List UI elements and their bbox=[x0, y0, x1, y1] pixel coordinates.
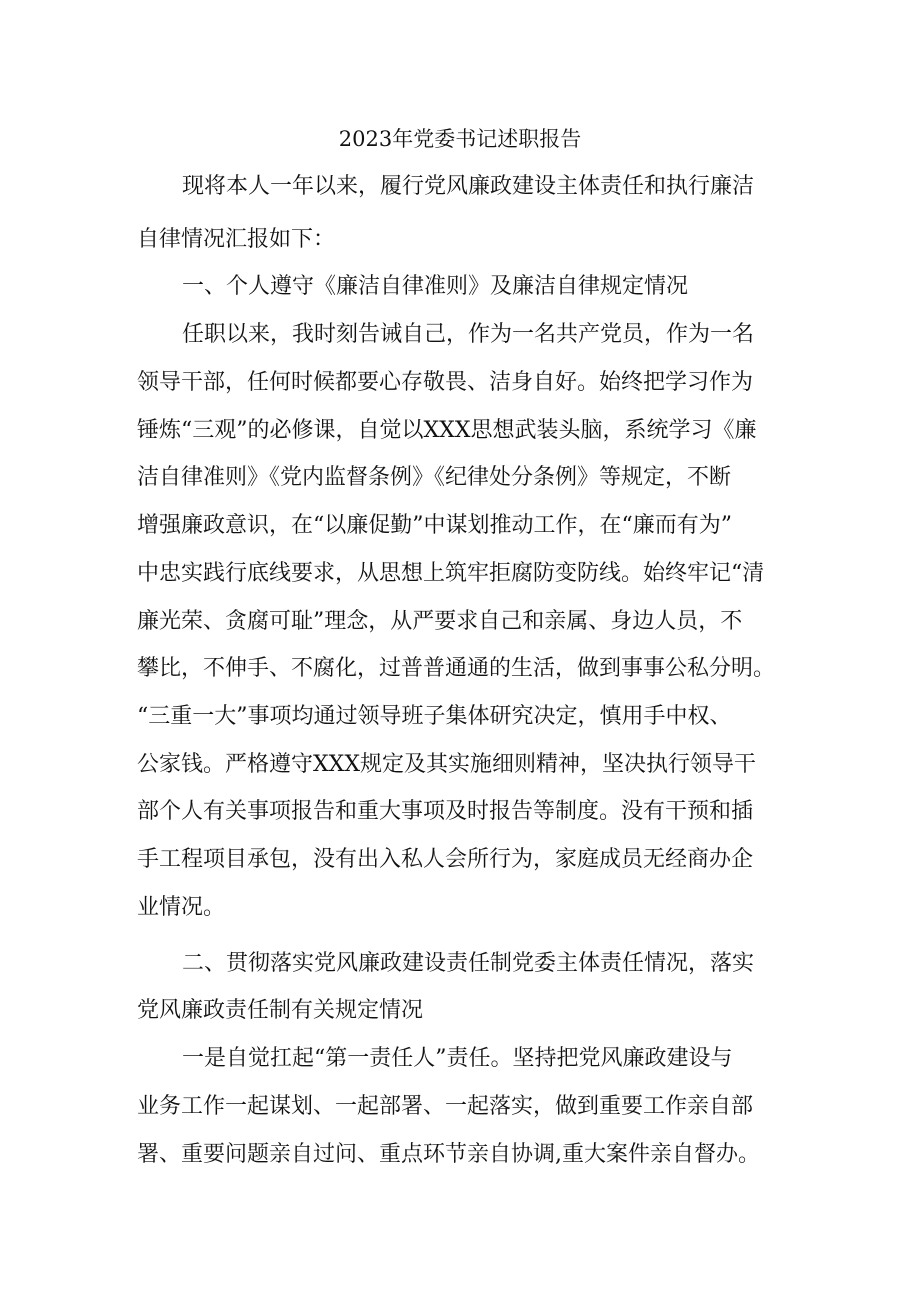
paragraph-line: 署、重要问题亲自过问、重点环节亲自协调,重大案件亲自督办。 bbox=[137, 1142, 760, 1167]
paragraph-line: 任职以来，我时刻告诫自己，作为一名共产党员，作为一名 bbox=[182, 322, 755, 347]
paragraph-line: 现将本人一年以来，履行党风廉政建设主体责任和执行廉洁 bbox=[182, 174, 755, 199]
paragraph-line: 手工程项目承包，没有出入私人会所行为，家庭成员无经商办企 bbox=[137, 847, 754, 872]
paragraph-line: 攀比，不伸手、不腐化，过普普通通的生活，做到事事公私分明。 bbox=[137, 656, 776, 681]
paragraph-line: 一是自觉扛起“第一责任人”责任。坚持把党风廉政建设与 bbox=[182, 1046, 733, 1071]
section-heading-1: 一、个人遵守《廉洁自律准则》及廉洁自律规定情况 bbox=[182, 274, 689, 299]
paragraph-line: 领导干部，任何时候都要心存敬畏、洁身自好。始终把学习作为 bbox=[137, 370, 754, 395]
paragraph-line: 自律情况汇报如下： bbox=[137, 227, 336, 252]
paragraph-line: 部个人有关事项报告和重大事项及时报告等制度。没有干预和插 bbox=[137, 799, 754, 824]
paragraph-line: 业情况。 bbox=[137, 895, 226, 920]
section-heading-2: 二、贯彻落实党风廉政建设责任制党委主体责任情况，落实 bbox=[182, 951, 755, 976]
paragraph-line: 廉光荣、贪腐可耻”理念，从严要求自己和亲属、身边人员，不 bbox=[137, 609, 743, 634]
paragraph-line: 业务工作一起谋划、一起部署、一起落实，做到重要工作亲自部 bbox=[137, 1094, 754, 1119]
paragraph-line: 中忠实践行底线要求，从思想上筑牢拒腐防变防线。始终牢记“清 bbox=[137, 561, 765, 586]
paragraph-line: 锤炼“三观”的必修课，自觉以XXX思想武装头脑，系统学习《廉 bbox=[137, 418, 757, 443]
paragraph-line: 公家钱。严格遵守XXX规定及其实施细则精神，坚决执行领导干 bbox=[137, 752, 756, 777]
paragraph-line: 增强廉政意识，在“以廉促勤”中谋划推动工作，在“廉而有为” bbox=[137, 513, 732, 538]
document-title: 2023年党委书记述职报告 bbox=[338, 127, 582, 151]
paragraph-line: 洁自律准则》《党内监督条例》《纪律处分条例》等规定，不断 bbox=[137, 465, 732, 490]
section-heading-2-cont: 党风廉政责任制有关规定情况 bbox=[137, 998, 424, 1023]
paragraph-line: “三重一大”事项均通过领导班子集体研究决定，慎用手中权、 bbox=[137, 704, 732, 729]
